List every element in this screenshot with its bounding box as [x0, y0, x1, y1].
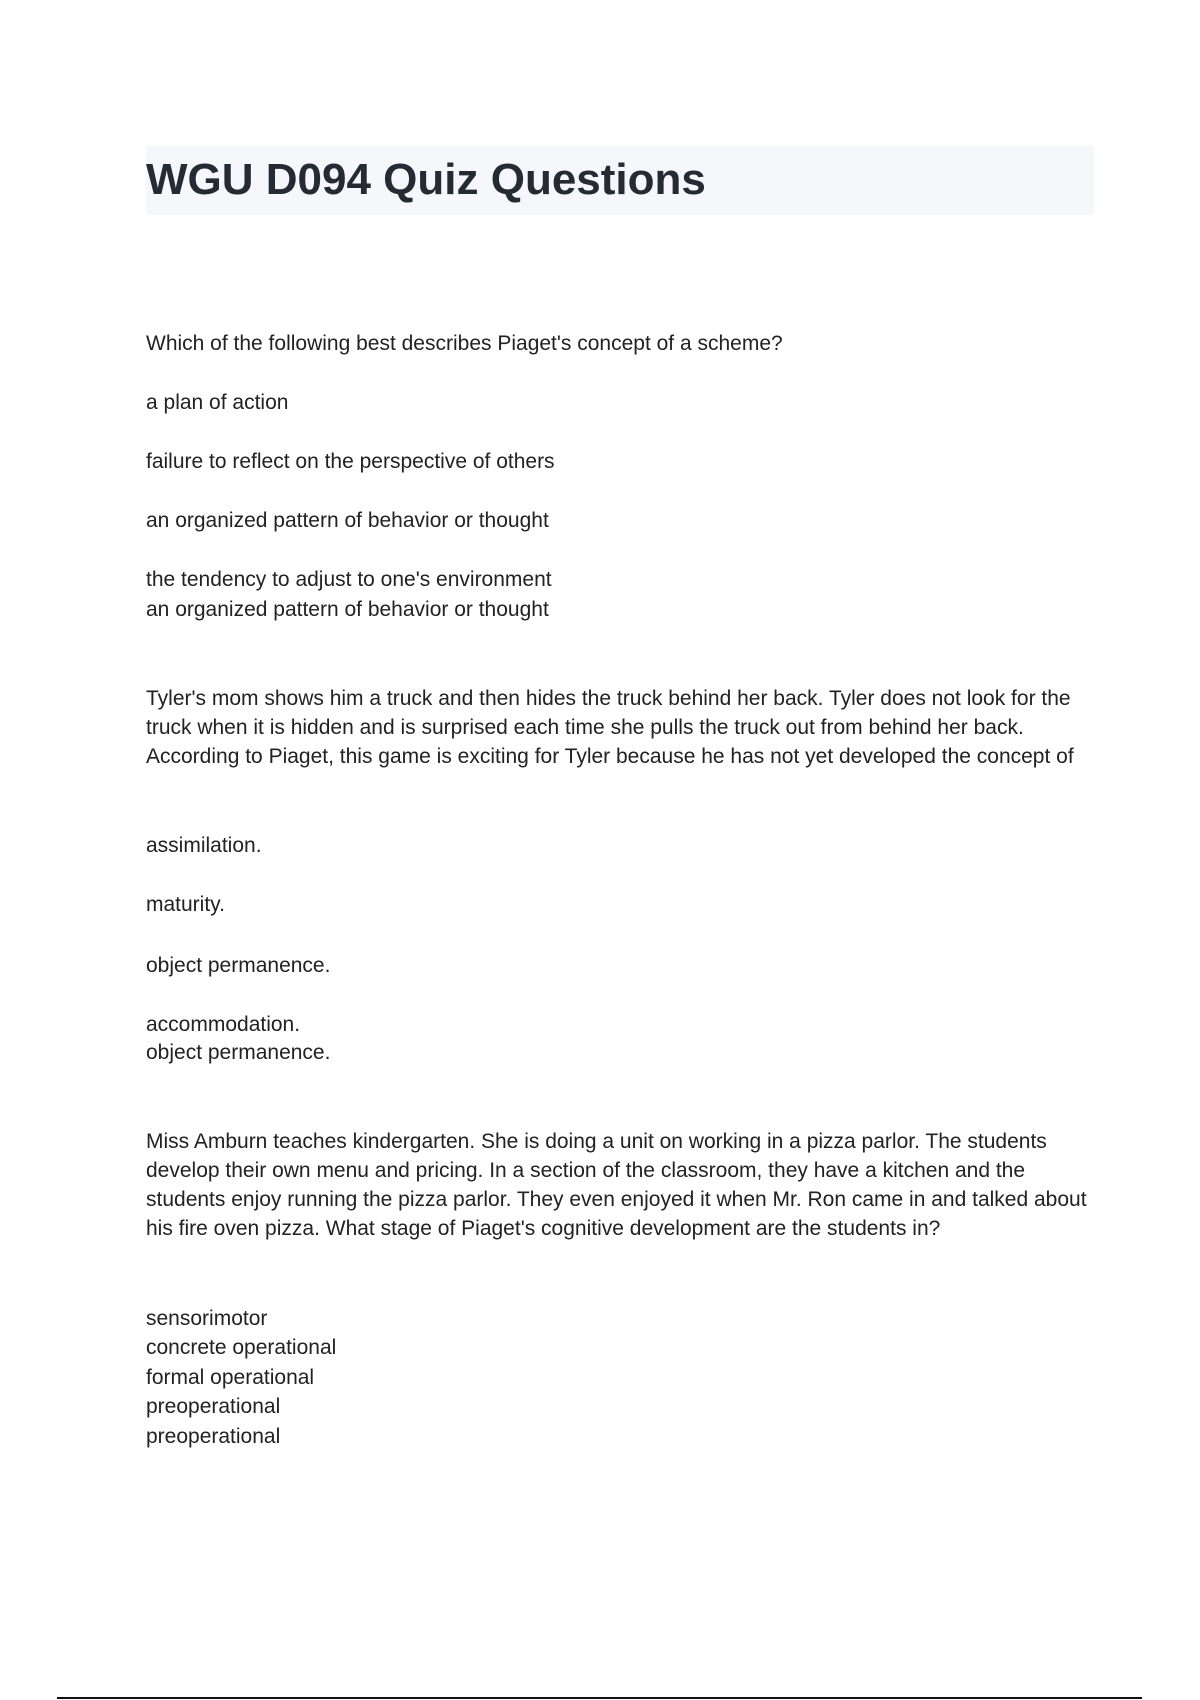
- question-2-answer: object permanence.: [146, 1041, 331, 1064]
- question-3-option: formal operational: [146, 1366, 315, 1389]
- question-2-option: object permanence.: [146, 954, 331, 977]
- question-2-option: accommodation.: [146, 1013, 301, 1036]
- question-3-option: sensorimotor: [146, 1307, 268, 1330]
- question-1-option: an organized pattern of behavior or thought: [146, 509, 549, 532]
- question-1-option: the tendency to adjust to one's environment: [146, 568, 552, 591]
- question-3-answer: preoperational: [146, 1425, 281, 1448]
- question-3-option: concrete operational: [146, 1336, 337, 1359]
- question-3-option: preoperational: [146, 1395, 281, 1418]
- question-1-answer: an organized pattern of behavior or thought: [146, 598, 549, 621]
- title-banner: [146, 146, 1094, 215]
- question-1-option: failure to reflect on the perspective of others: [146, 450, 555, 473]
- question-1-option: a plan of action: [146, 391, 289, 414]
- page-title: WGU D094 Quiz Questions: [146, 155, 706, 204]
- question-2-option: assimilation.: [146, 834, 262, 857]
- question-2-text: Tyler's mom shows him a truck and then hides the truck behind her back. Tyler does not look for the truck when it is hidden and is surprised each time she pulls the truck out from behind her back. According to Piaget, this game is exciting for Tyler because he has not yet developed the concept of: [146, 687, 1074, 768]
- question-1-text: Which of the following best describes Piaget's concept of a scheme?: [146, 332, 783, 355]
- footer-divider: [57, 1697, 1142, 1699]
- question-3-text: Miss Amburn teaches kindergarten. She is doing a unit on working in a pizza parlor. The students develop their own menu and pricing. In a section of the classroom, they have a kitchen and the students enjoy running the pizza parlor. They even enjoyed it when Mr. Ron came in and talked about his fire oven pizza. What stage of Piaget's cognitive development are the students in?: [146, 1130, 1087, 1240]
- question-2-option: maturity.: [146, 893, 225, 916]
